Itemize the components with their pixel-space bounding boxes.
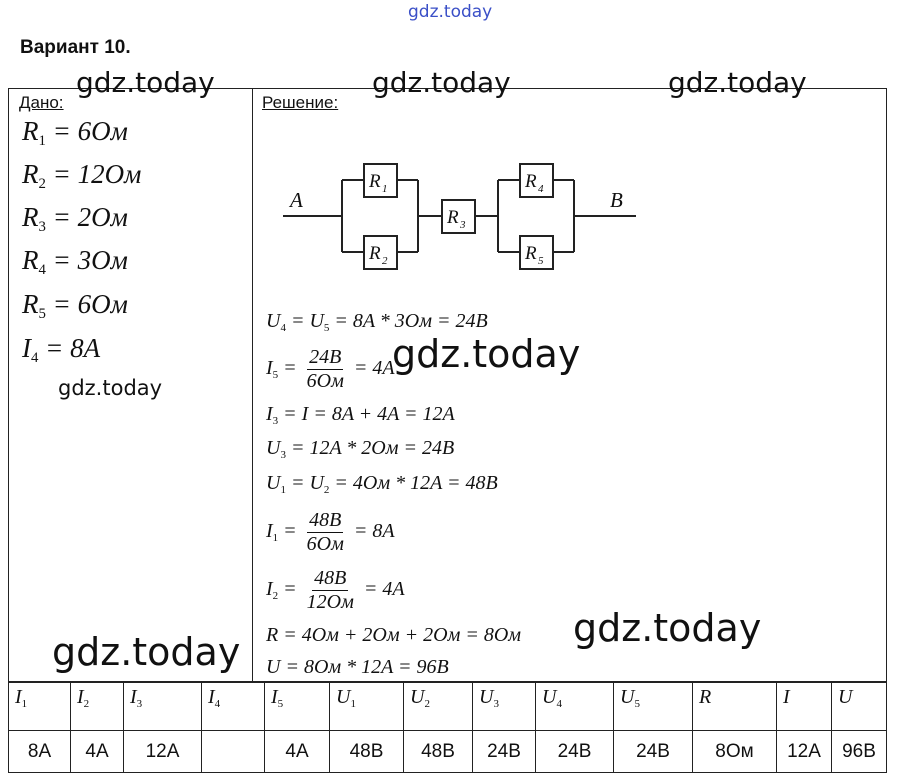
header-i5: $I_5$ (265, 682, 330, 731)
value-i2: 4A (71, 731, 124, 773)
watermark-5: gdz.today (392, 332, 581, 376)
r5-sub: 5 (538, 255, 544, 267)
given-r2: $R_2 = 12Ом$ (22, 159, 142, 193)
circuit-diagram (280, 155, 650, 280)
value-u1: 48В (330, 731, 404, 773)
watermark-4: gdz.today (58, 376, 163, 400)
value-u2: 48В (404, 731, 473, 773)
given-r4: $R_4 = 3Ом$ (22, 245, 128, 279)
r3-sub: 3 (460, 219, 466, 231)
r4-sub: 4 (538, 183, 544, 195)
eq-i2: $I_2$ = $\frac{48В}{12Ом}$ = 4A (266, 567, 405, 613)
value-i3: 12A (124, 731, 202, 773)
value-i1: 8A (9, 731, 71, 773)
header-i1: $I_1$ (9, 682, 71, 731)
watermark-6: gdz.today (573, 606, 762, 650)
solution-label: Решение: (262, 93, 339, 112)
value-u: 96В (832, 731, 887, 773)
header-u3: $U_3$ (473, 682, 536, 731)
results-table (8, 681, 887, 773)
eq-u4-u5: $U_4 = U_5 = 8A * 3Ом = 24В$ (266, 310, 488, 334)
given-label: Дано: (19, 93, 64, 112)
eq-u3: $U_3 = 12A * 2Ом = 24В$ (266, 437, 455, 461)
node-a-label: A (290, 188, 303, 212)
watermark-7: gdz.today (52, 630, 241, 674)
watermark-top: gdz.today (408, 2, 493, 22)
node-b-label: B (610, 188, 623, 212)
header-u: U (832, 682, 887, 731)
r2-sub: 2 (382, 255, 388, 267)
r1-sub: 1 (382, 183, 388, 195)
eq-u1-u2: $U_1 = U_2 = 4Ом * 12A = 48В$ (266, 472, 498, 496)
header-u5: $U_5$ (614, 682, 693, 731)
value-u4: 24В (536, 731, 614, 773)
r1-symbol: R (369, 171, 381, 192)
results-header-row (9, 682, 887, 731)
header-u2: $U_2$ (404, 682, 473, 731)
value-i5: 4A (265, 731, 330, 773)
watermark-1: gdz.today (76, 66, 215, 99)
value-i4 (202, 731, 265, 773)
r2-symbol: R (369, 243, 381, 264)
eq-r-total: R = 4Ом + 2Ом + 2Ом = 8Ом (266, 624, 522, 646)
given-r5: $R_5 = 6Ом$ (22, 289, 128, 323)
value-r: 8Ом (693, 731, 777, 773)
eq-i1: $I_1$ = $\frac{48В}{6Ом}$ = 8A (266, 509, 395, 555)
header-i4: $I_4$ (202, 682, 265, 731)
header-i: I (777, 682, 832, 731)
variant-heading: Вариант 10. (20, 37, 131, 58)
given-r3: $R_3 = 2Ом$ (22, 202, 128, 236)
eq-u-total: U = 8Ом * 12A = 96В (266, 656, 449, 678)
eq-i3: $I_3 = I = 8A + 4A = 12A$ (266, 403, 455, 427)
watermark-2: gdz.today (372, 66, 511, 99)
column-divider (252, 88, 253, 681)
r3-symbol: R (447, 207, 459, 228)
header-r: R (693, 682, 777, 731)
header-u1: $U_1$ (330, 682, 404, 731)
watermark-3: gdz.today (668, 66, 807, 99)
value-i: 12A (777, 731, 832, 773)
value-u3: 24В (473, 731, 536, 773)
header-i3: $I_3$ (124, 682, 202, 731)
r5-symbol: R (525, 243, 537, 264)
r4-symbol: R (525, 171, 537, 192)
value-u5: 24В (614, 731, 693, 773)
results-value-row (9, 731, 887, 773)
given-r1: $R_1 = 6Ом$ (22, 116, 128, 150)
header-u4: $U_4$ (536, 682, 614, 731)
header-i2: $I_2$ (71, 682, 124, 731)
given-i4: $I_4 = 8A$ (22, 333, 101, 367)
eq-i5: $I_5$ = $\frac{24В}{6Ом}$ = 4A (266, 346, 395, 392)
